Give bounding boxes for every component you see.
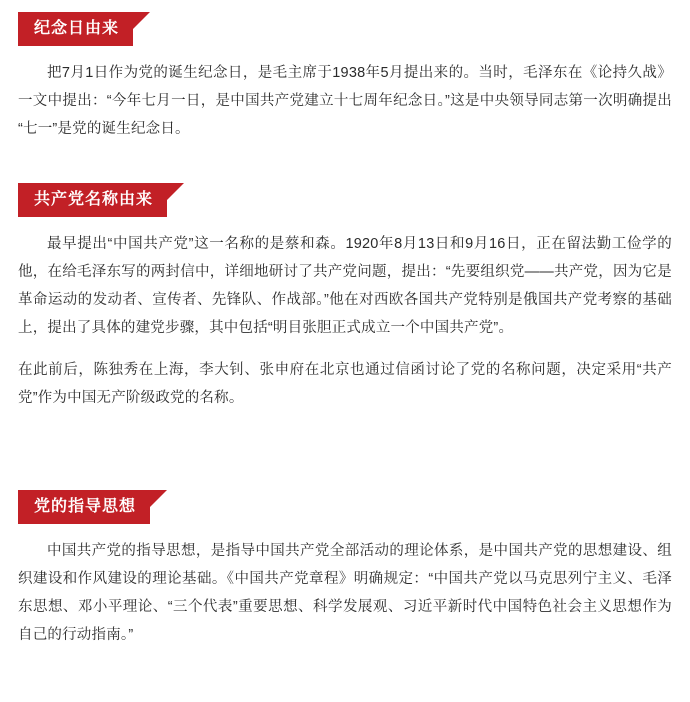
section-origin-of-anniversary xyxy=(18,12,672,143)
section-gap-1 xyxy=(18,143,672,183)
banner-arrow-icon xyxy=(167,183,184,217)
section-heading-banner-2 xyxy=(18,183,672,217)
section-body-3 xyxy=(18,524,672,649)
top-spacer xyxy=(18,0,672,12)
paragraph: 最早提出“中国共产党”这一名称的是蔡和森。1920年8月13日和9月16日，正在留法勤工俭学的他，在给毛泽东写的两封信中，详细地研讨了共产党问题，提出：“先要组织党——共产党，因为它是革命运动的发动者、宣传者、先锋队、作战部。”他在对西欧各国共产党特别是俄国共产党考察的基础上，提出了具体的建党步骤，其中包括“明目张胆正式成立一个中国共产党”。 xyxy=(18,236,672,336)
section-body-1 xyxy=(18,46,672,143)
section-heading-text-1: 纪念日由来 xyxy=(18,12,133,46)
banner-arrow-icon xyxy=(133,12,150,46)
paragraph: 中国共产党的指导思想，是指导中国共产党全部活动的理论体系，是中国共产党的思想建设、组织建设和作风建设的理论基础。《中国共产党章程》明确规定：“中国共产党以马克思列宁主义、毛泽东思想、邓小平理论、“三个代表”重要思想、科学发展观、习近平新时代中国特色社会主义思想作为自己的行动指南。” xyxy=(18,543,672,643)
section-heading-banner-3 xyxy=(18,490,672,524)
banner-arrow-icon xyxy=(150,490,167,524)
section-heading-text-2: 共产党名称由来 xyxy=(18,183,167,217)
section-origin-of-party-name xyxy=(18,183,672,412)
section-guiding-ideology xyxy=(18,490,672,649)
section-heading-banner-1 xyxy=(18,12,672,46)
paragraph: 把7月1日作为党的诞生纪念日，是毛主席于1938年5月提出来的。当时，毛泽东在《论持久战》一文中提出：“今年七月一日，是中国共产党建立十七周年纪念日。”这是中央领导同志第一次明确提出“七一”是党的诞生纪念日。 xyxy=(18,65,672,137)
section-heading-text-3: 党的指导思想 xyxy=(18,490,150,524)
paragraph: 在此前后，陈独秀在上海，李大钊、张申府在北京也通过信函讨论了党的名称问题，决定采用“共产党”作为中国无产阶级政党的名称。 xyxy=(18,361,672,406)
section-body-2 xyxy=(18,217,672,412)
section-gap-2 xyxy=(18,412,672,490)
